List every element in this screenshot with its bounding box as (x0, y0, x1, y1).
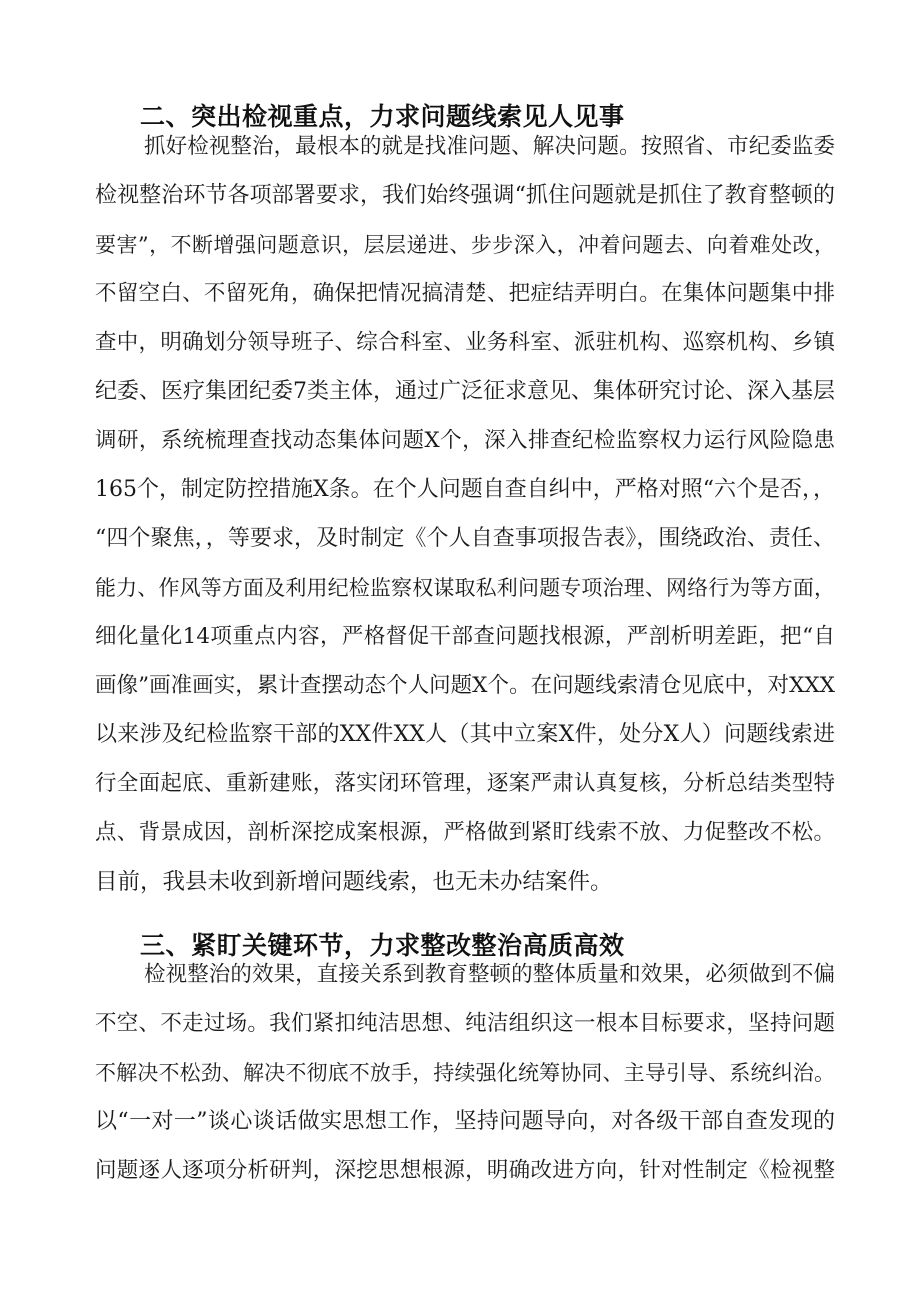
paragraph-line: 问题逐人逐项分析研判，深挖思想根源，明确改进方向，针对性制定《检视整 (95, 1158, 835, 1183)
paragraph-line: 165个，制定防控措施X条。在个人问题自查自纠中，严格对照“六个是否，， (95, 477, 835, 502)
paragraph-line: 目前，我县未收到新增问题线索，也无未办结案件。 (95, 869, 613, 895)
paragraph-line: 纪委、医疗集团纪委7类主体，通过广泛征求意见、集体研究讨论、深入基层 (95, 379, 835, 404)
paragraph-line: 不解决不松劲、解决不彻底不放手，持续强化统筹协同、主导引导、系统纠治。 (95, 1061, 835, 1085)
section-heading-2: 二、突出检视重点，力求问题线索见人见事 (140, 102, 625, 131)
paragraph-line: “四个聚焦，，等要求，及时制定《个人自查事项报告表》，围绕政治、责任、 (95, 526, 835, 551)
paragraph-line: 细化量化14项重点内容，严格督促干部查问题找根源，严剖析明差距，把“自 (95, 624, 835, 649)
paragraph-line: 点、背景成因，剖析深挖成案根源，严格做到紧盯线索不放、力促整改不松。 (95, 820, 835, 845)
paragraph-line: 以来涉及纪检监察干部的XX件XX人（其中立案X件，处分X人）问题线索进 (95, 722, 835, 747)
paragraph-line: 能力、作风等方面及利用纪检监察权谋取私利问题专项治理、网络行为等方面， (95, 576, 835, 600)
paragraph-line: 抓好检视整治，最根本的就是找准问题、解决问题。按照省、市纪委监委 (144, 134, 835, 159)
section-heading-3: 三、紧盯关键环节，力求整改整治高质高效 (140, 931, 625, 960)
paragraph-line: 要害”，不断增强问题意识，层层递进、步步深入，冲着问题去、向着难处改， (95, 233, 835, 257)
paragraph-line: 检视整治环节各项部署要求，我们始终强调“抓住问题就是抓住了教育整顿的 (95, 183, 835, 208)
paragraph-line: 不空、不走过场。我们紧扣纯洁思想、纯洁组织这一根本目标要求，坚持问题 (95, 1011, 835, 1036)
paragraph-line: 调研，系统梳理查找动态集体问题X个，深入排查纪检监察权力运行风险隐患 (95, 428, 835, 453)
paragraph-line: 查中，明确划分领导班子、综合科室、业务科室、派驻机构、巡察机构、乡镇 (95, 330, 835, 355)
paragraph-line: 以“一对一”谈心谈话做实思想工作，坚持问题导向，对各级干部自查发现的 (95, 1109, 835, 1134)
paragraph-line: 行全面起底、重新建账，落实闭环管理，逐案严肃认真复核，分析总结类型特 (95, 771, 835, 796)
paragraph-line: 画像”画准画实，累计查摆动态个人问题X个。在问题线索清仓见底中，对XXX (95, 673, 835, 698)
paragraph-line: 检视整治的效果，直接关系到教育整顿的整体质量和效果，必须做到不偏 (144, 962, 835, 987)
paragraph-line: 不留空白、不留死角，确保把情况搞清楚、把症结弄明白。在集体问题集中排 (95, 281, 835, 306)
